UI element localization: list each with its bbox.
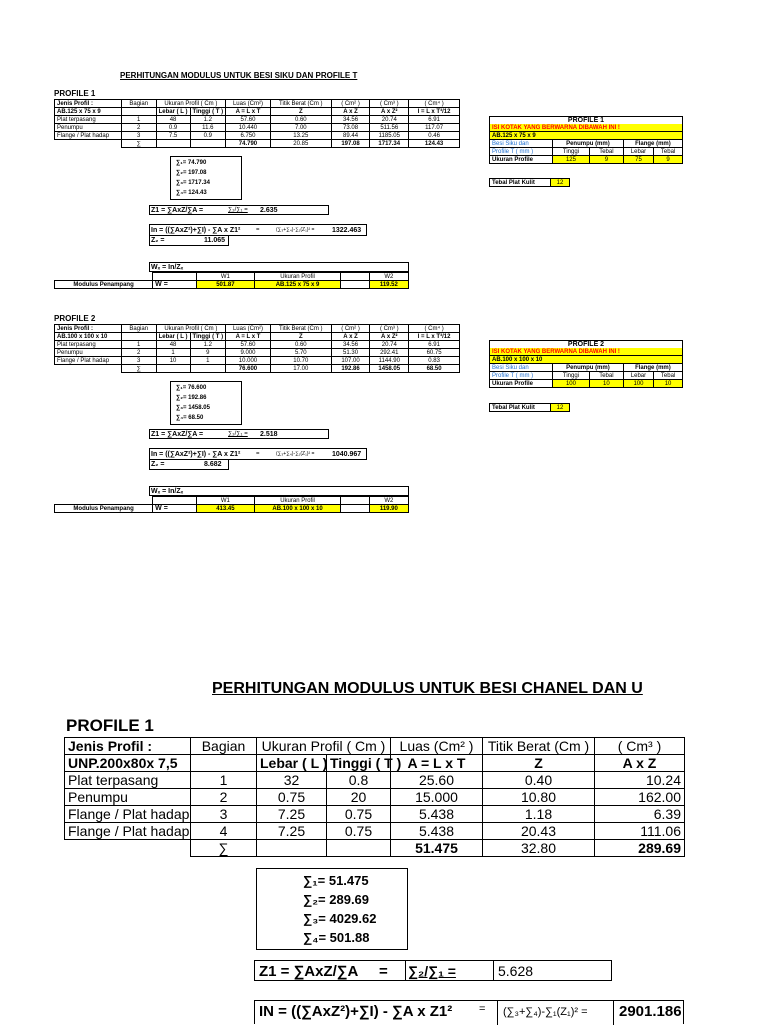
z1-value: 2.635	[260, 207, 278, 214]
cell: 0.40	[483, 772, 595, 789]
cell: 1	[190, 357, 226, 365]
side-lebar: Lebar	[623, 148, 653, 156]
bottom-z1-box	[254, 960, 612, 981]
sheet-title: PERHITUNGAN MODULUS UNTUK BESI SIKU DAN PROFILE T	[120, 71, 358, 80]
cell: 5.70	[270, 349, 331, 357]
side-input[interactable]: 100	[623, 380, 653, 388]
in-value: 2901.186	[619, 1003, 682, 1020]
cell: 10.70	[270, 357, 331, 365]
sum-2: ∑₂= 289.69	[303, 892, 370, 907]
cell: 10.000	[226, 357, 271, 365]
cell: 3	[191, 806, 257, 823]
in-eq: =	[256, 451, 260, 457]
sum-cell: 289.69	[595, 840, 685, 857]
z2-box	[149, 236, 229, 246]
cell: 0.9	[190, 132, 226, 140]
side-profile-t: Profile T ( mm )	[490, 372, 553, 380]
cell: 0.60	[270, 116, 331, 124]
header-tinggi: Tinggi ( T )	[190, 108, 226, 116]
header-tinggi: Tinggi ( T )	[190, 333, 226, 341]
side-tebal2: Tebal	[654, 148, 683, 156]
w2-head: W2	[369, 497, 408, 505]
header-alt: A = L x T	[226, 333, 271, 341]
header-ilt: I = L x T³/12	[409, 108, 460, 116]
side-lebar: Lebar	[623, 372, 653, 380]
header-bagian: Bagian	[191, 738, 257, 755]
side-title: PROFILE 1	[490, 117, 683, 125]
cell: 0.9	[156, 124, 190, 132]
bottom-sums-box	[256, 868, 408, 950]
kulit-input[interactable]: 12	[551, 404, 570, 412]
in-eq: =	[256, 227, 260, 233]
w-label: W =	[153, 505, 197, 513]
z1-box	[149, 205, 329, 215]
side-title: PROFILE 2	[490, 341, 683, 349]
cell: 20.74	[370, 341, 409, 349]
z2-label: Z₂ =	[151, 461, 165, 468]
header-z: Z	[483, 755, 595, 772]
side-flange: Flange (mm)	[623, 364, 682, 372]
cell: 5.438	[391, 806, 483, 823]
sum-cell: 68.50	[409, 365, 460, 373]
header-axz: A x Z	[331, 108, 370, 116]
side-note: ISI KOTAK YANG BERWARNA DIBAWAH INI !	[490, 348, 683, 356]
sum-4: ∑₄= 68.50	[176, 415, 204, 421]
cell: 7.00	[270, 124, 331, 132]
bottom-profile-label: PROFILE 1	[66, 716, 154, 735]
cell: 57.60	[226, 341, 271, 349]
modulus-table	[54, 272, 409, 289]
sum-4: ∑₄= 124.43	[176, 190, 207, 196]
cell: 10.440	[226, 124, 271, 132]
profile2-label: PROFILE 2	[54, 314, 96, 323]
cell: Plat terpasang	[55, 341, 122, 349]
header-titik: Titik Berat (Cm )	[270, 100, 331, 108]
side-input[interactable]: 10	[589, 380, 623, 388]
in-expr: (∑₃+∑₄)-∑₁(Z₁)² =	[276, 227, 315, 233]
sum-1: ∑₁= 51.475	[303, 873, 369, 888]
cell: 6.91	[409, 341, 460, 349]
sum-4: ∑₄= 501.88	[303, 930, 370, 945]
cell: 162.00	[595, 789, 685, 806]
sum-cell: 124.43	[409, 140, 460, 148]
cell: Penumpu	[65, 789, 191, 806]
header-titik: Titik Berat (Cm )	[483, 738, 595, 755]
sums-box	[170, 381, 242, 425]
side-input[interactable]: 9	[654, 156, 683, 164]
cell: 20.74	[370, 116, 409, 124]
cell: 7.5	[156, 132, 190, 140]
side-tebal2: Tebal	[654, 372, 683, 380]
cell: 511.56	[370, 124, 409, 132]
side-penumpu: Penumpu (mm)	[553, 364, 624, 372]
in-eq: =	[479, 1003, 486, 1015]
side-input[interactable]: 75	[623, 156, 653, 164]
cell: 1	[121, 116, 156, 124]
header-luas: Luas (Cm²)	[226, 325, 271, 333]
cell: 20	[327, 789, 391, 806]
sum-2: ∑₂= 192.86	[176, 395, 207, 401]
side-profile-t: Profile T ( mm )	[490, 148, 553, 156]
side-input[interactable]: 10	[654, 380, 683, 388]
cell: 51.30	[331, 349, 370, 357]
sum-row	[55, 140, 460, 148]
cell: 9	[190, 349, 226, 357]
sum-2: ∑₂= 197.08	[176, 170, 207, 176]
cell: 9.000	[226, 349, 271, 357]
side-profil[interactable]: AB.125 x 75 x 9	[490, 132, 683, 140]
ukuran-value: AB.100 x 100 x 10	[255, 505, 341, 513]
cell: 0.75	[327, 806, 391, 823]
side-input[interactable]: 125	[553, 156, 590, 164]
kulit-label: Tebal Plat Kulit	[490, 404, 551, 412]
jenis-value: AB.100 x 100 x 10	[55, 333, 122, 341]
sum-symbol: ∑	[121, 140, 156, 148]
jenis-value: AB.125 x 75 x 9	[55, 108, 122, 116]
z1-formula: Z1 = ∑AxZ/∑A =	[151, 431, 204, 438]
sum-cell: 1717.34	[370, 140, 409, 148]
cell: 48	[156, 341, 190, 349]
header-tinggi: Tinggi ( T )	[327, 755, 391, 772]
modulus-label: Modulus Penampang	[55, 505, 153, 513]
cell: 25.60	[391, 772, 483, 789]
cell: 107.00	[331, 357, 370, 365]
in-formula: In = ((∑AxZ²)+∑I) - ∑A x Z1²	[151, 451, 241, 458]
z2-value: 8.682	[204, 461, 222, 468]
cell: 1	[121, 341, 156, 349]
cell: 117.07	[409, 124, 460, 132]
ukuran-head: Ukuran Profil	[255, 273, 341, 281]
header-cm4: ( Cm⁴ )	[409, 100, 460, 108]
z1-ratio: ∑₂/∑₁ =	[408, 963, 456, 979]
sum-cell: 17.00	[270, 365, 331, 373]
sum-cell: 192.86	[331, 365, 370, 373]
cell: 0.75	[257, 789, 327, 806]
wx-formula: Wₓ = In/Zₓ	[151, 264, 184, 271]
header-lebar: Lebar ( L )	[257, 755, 327, 772]
cell: 89.44	[331, 132, 370, 140]
side-panel-2	[489, 340, 683, 388]
cell: 1185.05	[370, 132, 409, 140]
header-jenis: Jenis Profil :	[55, 100, 122, 108]
kulit-box-1	[489, 178, 570, 187]
z2-box	[149, 460, 229, 470]
z1-eq: =	[379, 963, 388, 980]
header-alt: A = L x T	[226, 108, 271, 116]
cell: 5.438	[391, 823, 483, 840]
cell: 10.80	[483, 789, 595, 806]
modulus-label: Modulus Penampang	[55, 281, 153, 289]
cell: 111.06	[595, 823, 685, 840]
header-cm3: ( Cm³ )	[370, 325, 409, 333]
header-cm3: ( Cm³ )	[370, 100, 409, 108]
z2-label: Z₂ =	[151, 237, 165, 244]
cell: 48	[156, 116, 190, 124]
sum-row	[65, 840, 685, 857]
kulit-input[interactable]: 12	[551, 179, 570, 187]
cell: 20.43	[483, 823, 595, 840]
table-row	[55, 132, 460, 140]
table-row	[55, 357, 460, 365]
header-ilt: I = L x T³/12	[409, 333, 460, 341]
cell: Penumpu	[55, 124, 122, 132]
in-value: 1322.463	[332, 227, 362, 234]
table-row	[65, 806, 685, 823]
table-row	[55, 116, 460, 124]
cell: 292.41	[370, 349, 409, 357]
cell: Plat terpasang	[65, 772, 191, 789]
sum-3: ∑₃= 1717.34	[176, 180, 210, 186]
table-row	[65, 772, 685, 789]
sum-symbol: ∑	[121, 365, 156, 373]
bottom-table	[64, 737, 685, 857]
table-row	[55, 341, 460, 349]
cell: 1.2	[190, 341, 226, 349]
side-penumpu: Penumpu (mm)	[553, 140, 624, 148]
header-axz2: A x Z²	[370, 333, 409, 341]
cell: 4	[191, 823, 257, 840]
in-formula: IN = ((∑AxZ²)+∑I) - ∑A x Z1²	[259, 1003, 453, 1020]
table-row	[65, 823, 685, 840]
side-besi: Besi Siku dan	[490, 364, 553, 372]
header-lebar: Lebar ( L )	[156, 108, 190, 116]
header-ukuran: Ukuran Profil ( Cm )	[156, 100, 225, 108]
cell: 0.60	[270, 341, 331, 349]
sum-cell: 51.475	[391, 840, 483, 857]
w1-head: W1	[196, 273, 254, 281]
header-z: Z	[270, 333, 331, 341]
cell: 11.6	[190, 124, 226, 132]
header-bagian: Bagian	[121, 100, 156, 108]
cell: 3	[121, 357, 156, 365]
in-box	[149, 448, 367, 460]
ukuran-head: Ukuran Profil	[255, 497, 341, 505]
w1-value: 413.45	[196, 505, 254, 513]
header-cm3: ( Cm³ )	[595, 738, 685, 755]
header-alt: A = L x T	[391, 755, 483, 772]
cell: 2	[191, 789, 257, 806]
bottom-title: PERHITUNGAN MODULUS UNTUK BESI CHANEL DAN U	[212, 680, 643, 697]
cell: 2	[121, 349, 156, 357]
side-tinggi: Tinggi	[553, 372, 590, 380]
cell: 0.75	[327, 823, 391, 840]
cell: 0.83	[409, 357, 460, 365]
cell: 6.750	[226, 132, 271, 140]
header-axz2: A x Z²	[370, 108, 409, 116]
z1-value: 2.518	[260, 431, 278, 438]
cell: 10.24	[595, 772, 685, 789]
in-expr: (∑₃+∑₄)-∑₁(Z₁)² =	[276, 451, 315, 457]
w1-head: W1	[196, 497, 254, 505]
cell: 0.8	[327, 772, 391, 789]
header-ukuran: Ukuran Profil ( Cm )	[257, 738, 391, 755]
cell: Flange / Plat hadap	[65, 806, 191, 823]
header-jenis: Jenis Profil :	[65, 738, 191, 755]
profile1-table	[54, 99, 460, 148]
cell: 7.25	[257, 806, 327, 823]
sum-1: ∑₁= 76.600	[176, 385, 207, 391]
cell: Plat terpasang	[55, 116, 122, 124]
profile1-label: PROFILE 1	[54, 89, 96, 98]
z2-value: 11.065	[204, 237, 226, 244]
cell: 1.2	[190, 116, 226, 124]
cell: 6.39	[595, 806, 685, 823]
cell: Flange / Plat hadap	[65, 823, 191, 840]
header-z: Z	[270, 108, 331, 116]
in-formula: In = ((∑AxZ²)+∑I) - ∑A x Z1²	[151, 227, 241, 234]
cell: 6.91	[409, 116, 460, 124]
header-ukuran: Ukuran Profil ( Cm )	[156, 325, 225, 333]
sum-3: ∑₃= 1458.05	[176, 405, 210, 411]
sum-cell: 76.600	[226, 365, 271, 373]
side-tebal: Tebal	[589, 148, 623, 156]
in-value: 1040.967	[332, 451, 362, 458]
sum-3: ∑₃= 4029.62	[303, 911, 377, 926]
w2-value: 119.52	[369, 281, 408, 289]
z1-ratio: ∑₂/∑₁ =	[228, 207, 248, 213]
cell: 10	[156, 357, 190, 365]
in-expr: (∑₃+∑₄)-∑₁(Z₁)² =	[503, 1006, 588, 1018]
header-jenis: Jenis Profil :	[55, 325, 122, 333]
header-bagian: Bagian	[121, 325, 156, 333]
z1-formula: Z1 = ∑AxZ/∑A =	[151, 207, 204, 214]
kulit-box-2	[489, 403, 570, 412]
ukuran-value: AB.125 x 75 x 9	[255, 281, 341, 289]
z1-ratio: ∑₂/∑₁ =	[228, 431, 248, 437]
jenis-value: UNP.200x80x 7,5	[65, 755, 191, 772]
cell: 34.56	[331, 116, 370, 124]
header-axz: A x Z	[595, 755, 685, 772]
modulus-table	[54, 496, 409, 513]
side-panel-1	[489, 116, 683, 164]
cell: 3	[121, 132, 156, 140]
cell: 7.25	[257, 823, 327, 840]
sums-box	[170, 156, 242, 200]
sum-symbol: ∑	[191, 840, 257, 857]
in-box	[149, 224, 367, 236]
sum-row	[55, 365, 460, 373]
sum-1: ∑₁= 74.790	[176, 160, 207, 166]
side-tinggi: Tinggi	[553, 148, 590, 156]
sum-cell: 20.85	[270, 140, 331, 148]
header-cm2: ( Cm² )	[331, 325, 370, 333]
table-row	[65, 789, 685, 806]
cell: 60.75	[409, 349, 460, 357]
cell: Flange / Plat hadap	[55, 132, 122, 140]
cell: 1.18	[483, 806, 595, 823]
w2-head: W2	[369, 273, 408, 281]
cell: 32	[257, 772, 327, 789]
sum-cell: 74.790	[226, 140, 271, 148]
header-cm4: ( Cm⁴ )	[409, 325, 460, 333]
wx-box	[149, 262, 409, 272]
cell: 2	[121, 124, 156, 132]
cell: 0.46	[409, 132, 460, 140]
header-luas: Luas (Cm²)	[226, 100, 271, 108]
cell: 1144.90	[370, 357, 409, 365]
cell: Penumpu	[55, 349, 122, 357]
w-label: W =	[153, 281, 197, 289]
side-note: ISI KOTAK YANG BERWARNA DIBAWAH INI !	[490, 124, 683, 132]
cell: 15.000	[391, 789, 483, 806]
wx-box	[149, 486, 409, 496]
side-ukuran-label: Ukuran Profile	[490, 156, 553, 164]
sum-cell: 1458.05	[370, 365, 409, 373]
side-ukuran-label: Ukuran Profile	[490, 380, 553, 388]
side-input[interactable]: 100	[553, 380, 590, 388]
cell: Flange / Plat hadap	[55, 357, 122, 365]
w1-value: 501.87	[196, 281, 254, 289]
profile2-table	[54, 324, 460, 373]
z1-box	[149, 429, 329, 439]
cell: 13.25	[270, 132, 331, 140]
header-lebar: Lebar ( L )	[156, 333, 190, 341]
header-luas: Luas (Cm² )	[391, 738, 483, 755]
table-row	[55, 349, 460, 357]
z1-formula: Z1 = ∑AxZ/∑A	[259, 963, 359, 980]
sum-cell: 32.80	[483, 840, 595, 857]
z1-value: 5.628	[498, 963, 534, 979]
cell: 34.56	[331, 341, 370, 349]
header-cm2: ( Cm² )	[331, 100, 370, 108]
side-profil[interactable]: AB.100 x 100 x 10	[490, 356, 683, 364]
side-input[interactable]: 9	[589, 156, 623, 164]
w2-value: 119.90	[369, 505, 408, 513]
header-axz: A x Z	[331, 333, 370, 341]
bottom-in-box	[254, 1000, 684, 1024]
cell: 73.08	[331, 124, 370, 132]
cell: 1	[156, 349, 190, 357]
cell: 1	[191, 772, 257, 789]
header-titik: Titik Berat (Cm )	[270, 325, 331, 333]
side-flange: Flange (mm)	[623, 140, 682, 148]
cell: 57.60	[226, 116, 271, 124]
table-row	[55, 124, 460, 132]
kulit-label: Tebal Plat Kulit	[490, 179, 551, 187]
side-tebal: Tebal	[589, 372, 623, 380]
wx-formula: Wₓ = In/Zₓ	[151, 488, 184, 495]
side-besi: Besi Siku dan	[490, 140, 553, 148]
sum-cell: 197.08	[331, 140, 370, 148]
